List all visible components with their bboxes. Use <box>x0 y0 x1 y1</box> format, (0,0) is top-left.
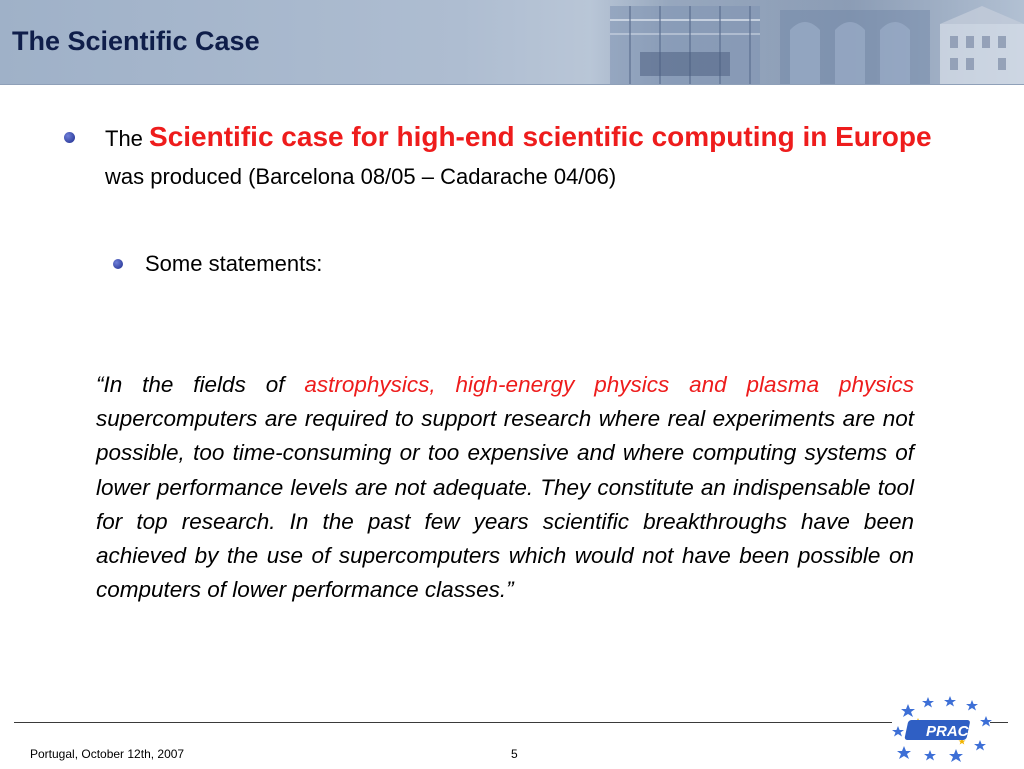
prace-logo-text: PRACE <box>926 723 979 740</box>
prace-logo <box>890 694 1000 764</box>
bullet-dot-icon <box>64 132 75 143</box>
sub-bullet-dot-icon <box>113 259 123 269</box>
footer-event-date: Portugal, October 12th, 2007 <box>30 747 185 761</box>
sub-bullet-text: Some statements: <box>145 251 323 276</box>
page-number: 5 <box>511 747 518 761</box>
bullet-text <box>105 118 954 196</box>
bullet-highlight-text: Scientific case for high-end scientific computing in Europe <box>149 121 932 152</box>
quote-open-text: “In the fields of <box>96 372 305 397</box>
slide-title: The Scientific Case <box>12 26 260 56</box>
quote-highlight-text: astrophysics, high-energy physics and plasma physics <box>304 372 914 397</box>
bullet-some-statements <box>113 247 322 281</box>
header-band <box>0 0 1024 85</box>
bullet-scientific-case <box>64 118 954 196</box>
bullet-lead-text: The <box>105 126 150 151</box>
bullet-rest-text: was produced (Barcelona 08/05 – Cadarache 04/06) <box>105 164 617 189</box>
quote-block <box>96 368 914 607</box>
header-building-photo <box>590 0 1024 84</box>
footer-divider <box>14 722 892 723</box>
quote-rest-text: supercomputers are required to support research where real experiments are not possible, too time-consuming or too expensive and where computing systems of lower performance levels are not adequate. They constitute an indispensable tool for top research. In the past few years scientific breakthroughs have been achieved by the use of supercomputers which would not have been possible on computers of lower performance classes.” <box>96 406 914 603</box>
